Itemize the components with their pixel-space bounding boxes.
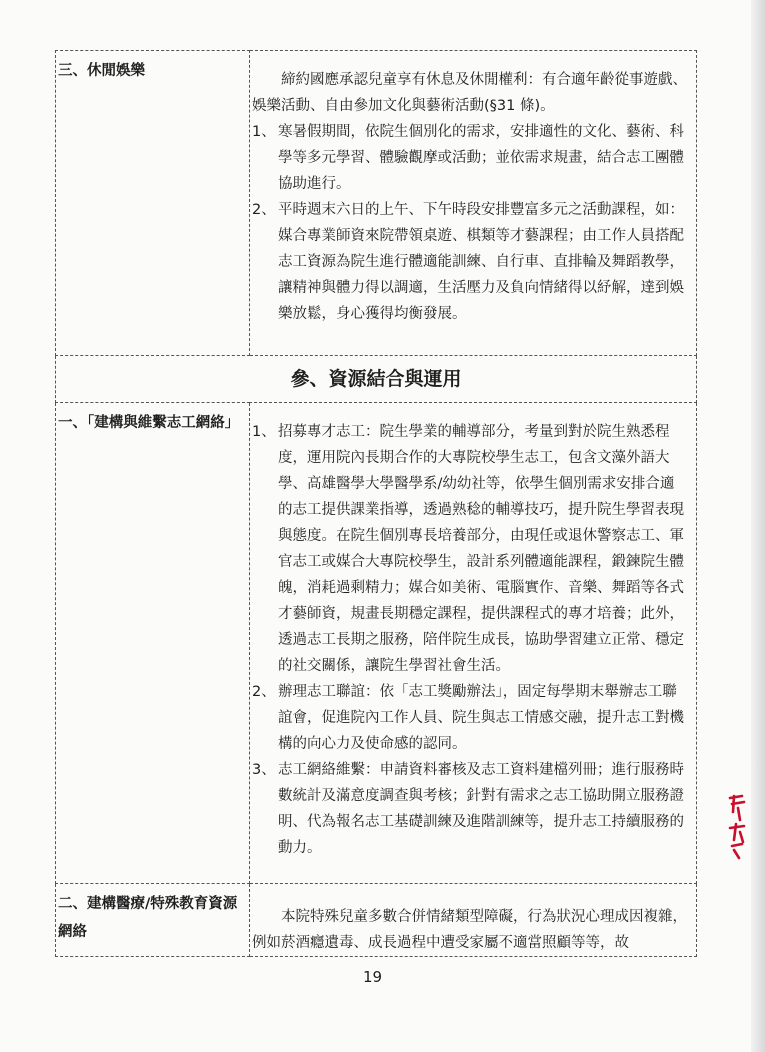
cell-label — [56, 51, 250, 356]
item-number: 1、 — [252, 424, 276, 440]
list-item — [252, 757, 688, 861]
item-number: 2、 — [252, 684, 276, 700]
row-label-volunteer: 一、「建構與維繫志工網絡」 — [58, 415, 240, 431]
table-row-section — [56, 356, 697, 403]
section-title: 參、資源結合與運用 — [56, 356, 697, 403]
stamp-strokes — [730, 796, 744, 858]
item-number: 1、 — [252, 124, 276, 140]
item-text: 平時週末六日的上午、下午時段安排豐富多元之活動課程，如：媒合專業師資來院帶領桌遊、棋類等才藝課程；由工作人員搭配志工資源為院生進行體適能訓練、自行車、直排輪及舞蹈教學，讓精神與體力得以調適，生活壓力及負向情緒得以紓解，達到娛樂放鬆，身心獲得均衡發展。 — [278, 202, 684, 322]
item-text: 辦理志工聯誼：依「志工獎勵辦法」，固定每學期末舉辦志工聯誼會，促進院內工作人員、院生與志工情感交融，提升志工對機構的向心力及使命感的認同。 — [278, 684, 684, 752]
medical-intro: 本院特殊兒童多數合併情緒類型障礙，行為狀況心理成因複雜，例如菸酒癮遺毒、成長過程中遭受家屬不適當照顧等等，故 — [252, 909, 687, 951]
list-item — [252, 679, 688, 757]
table-row-volunteer — [56, 403, 697, 884]
item-text: 招募專才志工：院生學業的輔導部分，考量到對於院生熟悉程度，運用院內長期合作的大專院校學生志工，包含文藻外語大學、高雄醫學大學醫學系/幼幼社等，依學生個別需求安排合適的志工提供課業指導，透過熟稔的輔導技巧，提升院生學習表現與態度。在院生個別專長培養部分，由現任或退休警察志工、軍官志工或媒合大專院校學生，設計系列體適能課程，鍛鍊院生體魄，消耗過剩精力；媒合如美術、電腦實作、音樂、舞蹈等各式才藝師資，規畫長期穩定課程，提供課程式的專才培養；此外，透過志工長期之服務，陪伴院生成長，協助學習建立正常、穩定的社交關係，讓院生學習社會生活。 — [278, 424, 684, 674]
cell-content — [250, 884, 697, 957]
cell-content — [250, 403, 697, 884]
item-text: 志工網絡維繫：申請資料審核及志工資料建檔列冊；進行服務時數統計及滿意度調查與考核；針對有需求之志工協助開立服務證明、代為報名志工基礎訓練及進階訓練等，提升志工持續服務的動力。 — [278, 762, 684, 856]
item-text: 寒暑假期間，依院生個別化的需求，安排適性的文化、藝術、科學等多元學習、體驗觀摩或活動；並依需求規畫，結合志工團體協助進行。 — [278, 124, 684, 192]
table-row-leisure — [56, 51, 697, 356]
cell-content — [250, 51, 697, 356]
list-item — [252, 197, 688, 327]
content-table — [55, 50, 697, 957]
page-number: 19 — [362, 968, 383, 986]
list-item — [252, 419, 688, 679]
item-number: 3、 — [252, 762, 276, 778]
row-label-leisure: 三、休閒娛樂 — [58, 63, 145, 79]
page-edge — [751, 0, 765, 1052]
red-stamp-mark — [724, 790, 750, 862]
cell-label — [56, 403, 250, 884]
leisure-intro: 締約國應承認兒童享有休息及休閒權利：有合適年齡從事遊戲、娛樂活動、自由參加文化與藝術活動(§31 條)。 — [252, 72, 687, 114]
row-label-medical: 二、建構醫療/特殊教育資源網絡 — [58, 896, 238, 940]
cell-label — [56, 884, 250, 957]
list-item — [252, 119, 688, 197]
table-row-medical — [56, 884, 697, 957]
item-number: 2、 — [252, 202, 276, 218]
